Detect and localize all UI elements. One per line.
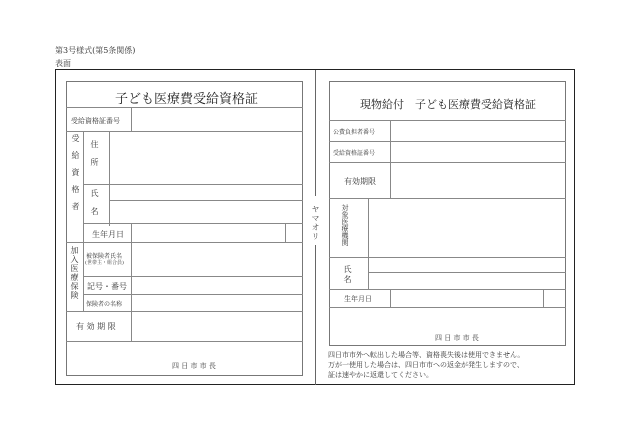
symbol-number-label: 記号・番号 [87, 282, 127, 291]
right-name-field-2[interactable] [369, 273, 565, 289]
note-line: 万が一使用した場合は、四日市市への返金が発生しますので、 [328, 361, 524, 369]
right-birth-date-field[interactable] [391, 290, 543, 307]
left-birth-date-field[interactable] [132, 224, 285, 242]
left-valid-period-label: 有 効 期 限 [76, 322, 116, 331]
fold-line-top [315, 70, 316, 196]
medical-institution-field[interactable] [369, 199, 565, 257]
fold-line-bottom [315, 245, 316, 385]
left-address-label: 住所 [90, 140, 99, 176]
symbol-number-field[interactable] [132, 277, 302, 294]
right-card-title: 現物給付 子ども医療費受給資格証 [360, 98, 536, 111]
recipient-group-label: 受給資格者 [71, 134, 80, 219]
payer-number-field[interactable] [391, 121, 565, 141]
right-valid-period-field[interactable] [391, 163, 565, 197]
left-certificate-number-label: 受給資格証番号 [71, 117, 120, 125]
left-name-label: 氏名 [90, 189, 99, 225]
left-name-field-1[interactable] [110, 185, 302, 200]
insured-name-field[interactable] [132, 243, 302, 276]
right-birth-date-label: 生年月日 [344, 295, 372, 303]
usage-notes [328, 350, 524, 380]
right-valid-period-label: 有効期限 [344, 177, 376, 186]
left-address-field[interactable] [110, 132, 302, 184]
insurer-name-field[interactable] [132, 295, 302, 311]
insurance-group-label: 加入医療保険 [70, 246, 79, 300]
right-name-field-1[interactable] [369, 258, 565, 272]
left-certificate-number-field[interactable] [132, 108, 302, 131]
left-birth-date-label: 生年月日 [92, 230, 124, 239]
insurer-name-label: 保険者の名称 [86, 301, 123, 308]
right-birth-extra-field[interactable] [544, 290, 565, 307]
insured-name-label: 被保険者氏名 [86, 253, 123, 260]
payer-number-label: 公費負担者番号 [333, 129, 376, 136]
left-valid-period-field[interactable] [132, 312, 302, 341]
right-name-label: 氏名 [343, 265, 352, 285]
right-issuer: 四 日 市 市 長 [435, 334, 479, 342]
right-certificate-number-label: 受給資格証番号 [333, 150, 376, 157]
side-label: 表面 [55, 59, 71, 68]
insured-name-sub-label: (世帯主・組合員) [85, 260, 124, 266]
note-line: 証は速やかに返還してください。 [328, 371, 433, 379]
form-number: 第3号様式(第5条関係) [55, 46, 136, 55]
fold-label: ヤマオリ [311, 205, 320, 241]
medical-institution-label: 対象医療機関 [341, 204, 349, 246]
right-certificate-number-field[interactable] [391, 142, 565, 162]
left-issuer: 四 日 市 市 長 [172, 362, 216, 370]
left-birth-extra-field[interactable] [286, 224, 302, 242]
left-name-field-2[interactable] [110, 201, 302, 225]
left-card-title: 子ども医療費受給資格証 [115, 92, 259, 107]
note-line: 四日市市外へ転出した場合等、資格喪失後は使用できません。 [328, 351, 525, 359]
